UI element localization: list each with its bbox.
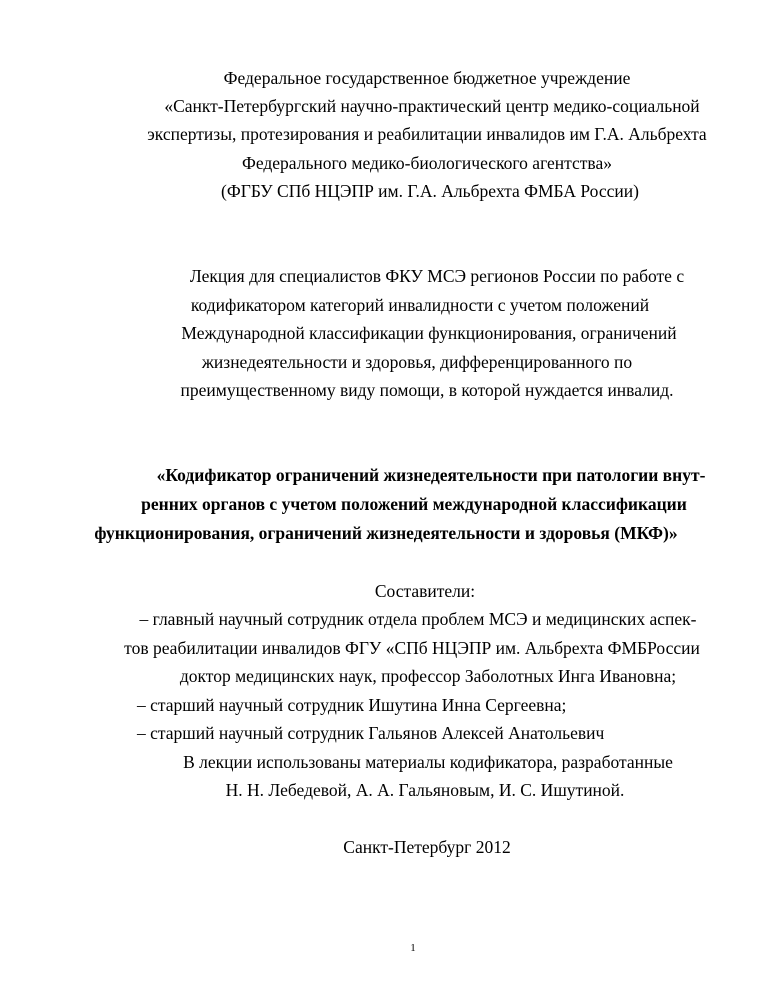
- materials-note-line-2: Н. Н. Лебедевой, А. А. Гальяновым, И. С. Ишутиной.: [225, 780, 625, 800]
- materials-note-line-1: В лекции использованы материалы кодификатора, разработанные: [183, 752, 673, 772]
- lecture-line-2: кодификатором категорий инвалидности с учетом положений: [190, 295, 650, 315]
- authors-heading: Составители:: [374, 581, 476, 601]
- institution-abbreviation: (ФГБУ СПб НЦЭПР им. Г.А. Альбрехта ФМБА России): [221, 181, 639, 201]
- page-number: 1: [410, 942, 416, 954]
- institution-line-1: Федеральное государственное бюджетное учреждение: [223, 68, 631, 88]
- lecture-line-4: жизнедеятельности и здоровья, дифференцированного по: [201, 352, 633, 372]
- institution-line-2: «Санкт-Петербургский научно-практический центр медико-социальной: [164, 96, 700, 116]
- lecture-line-1: Лекция для специалистов ФКУ МСЭ регионов России по работе с: [189, 266, 685, 286]
- author-1-line-2: тов реабилитации инвалидов ФГУ «СПб НЦЭПР им. Альбрехта ФМБРоссии: [124, 638, 700, 658]
- title-line-3: функционирования, ограничений жизнедеятельности и здоровья (МКФ)»: [94, 523, 678, 543]
- city-year: Санкт-Петербург 2012: [343, 837, 511, 857]
- title-line-2: ренних органов с учетом положений международной классификации: [141, 494, 687, 514]
- author-1-line-3: доктор медицинских наук, профессор Заболотных Инга Ивановна;: [179, 666, 677, 686]
- institution-line-3: экспертизы, протезирования и реабилитации инвалидов им Г.А. Альбрехта: [147, 124, 707, 144]
- institution-line-4: Федерального медико-биологического агентства»: [242, 153, 612, 173]
- title-line-1: «Кодификатор ограничений жизнедеятельности при патологии внут-: [156, 465, 706, 485]
- author-2: – старший научный сотрудник Ишутина Инна Сергеевна;: [137, 695, 567, 715]
- lecture-line-5: преимущественному виду помощи, в которой нуждается инвалид.: [180, 380, 674, 400]
- author-1-line-1: – главный научный сотрудник отдела проблем МСЭ и медицинских аспек-: [139, 609, 697, 629]
- lecture-line-3: Международной классификации функционирования, ограничений: [181, 323, 677, 343]
- author-3: – старший научный сотрудник Гальянов Алексей Анатольевич: [137, 723, 605, 743]
